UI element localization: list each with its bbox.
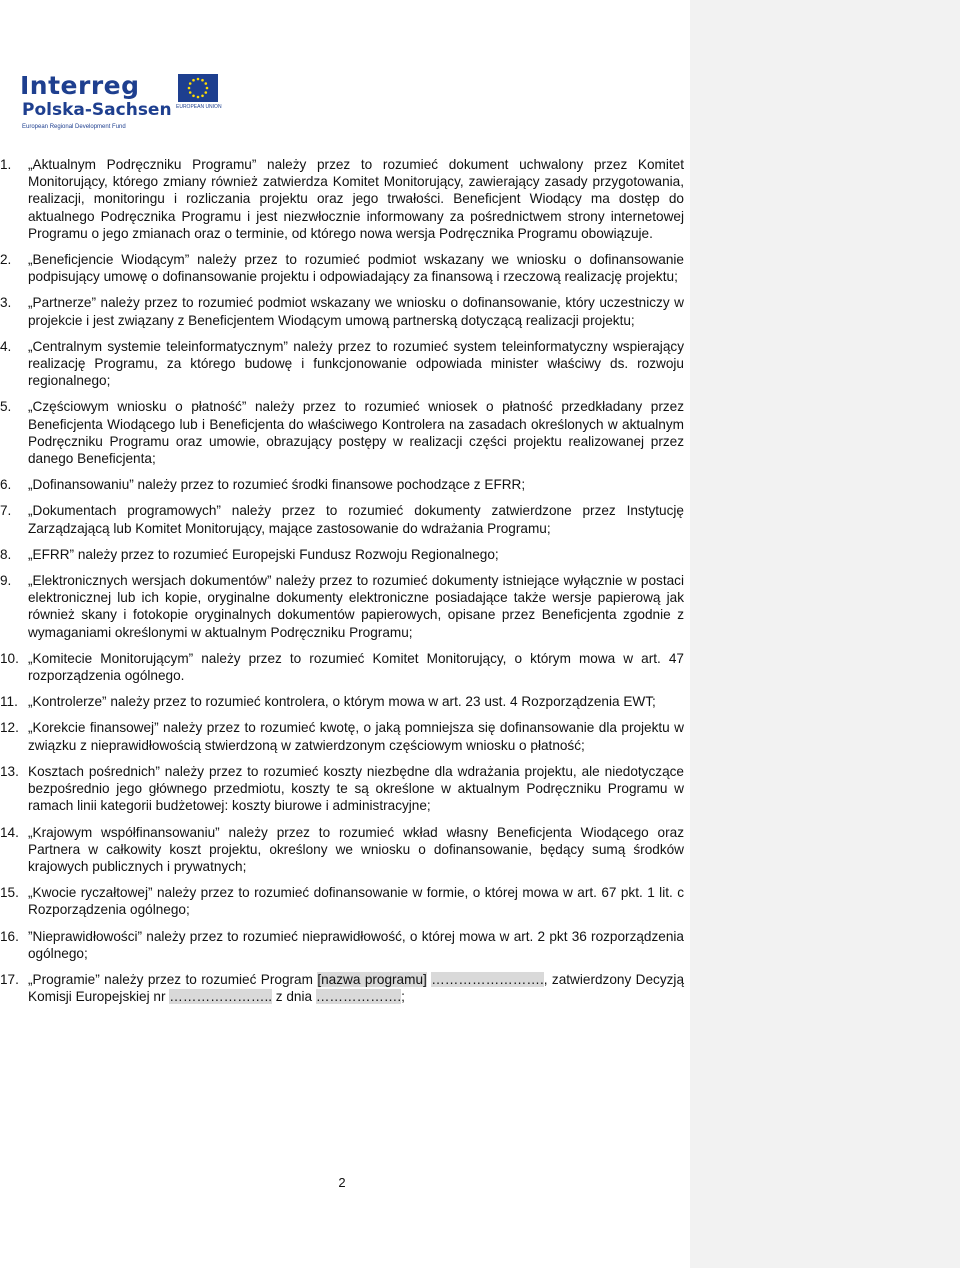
item-text: „Partnerze” należy przez to rozumieć podmiot wskazany we wniosku o dofinansowanie, który uczestniczy w projekcie i jest związany z Beneficjentem Wiodącym umową partnerską dotyczącą realizacji projektu; bbox=[28, 295, 684, 328]
interreg-logo bbox=[20, 72, 220, 138]
item-text-i: ; bbox=[401, 989, 405, 1005]
definition-item bbox=[0, 928, 684, 962]
item-number: 16. bbox=[0, 928, 19, 944]
item-text: „Krajowym współfinansowaniu” należy przez to rozumieć wkład własny Beneficjenta Wiodącego oraz Partnera w całkowity koszt projektu, określony we wniosku o dofinansowanie, będący sumą środków krajowych publicznych i prywatnych; bbox=[28, 824, 684, 874]
item-text: ”Nieprawidłowości” należy przez to rozumieć nieprawidłowość, o której mowa w art. 2 pkt 36 rozporządzenia ogólnego; bbox=[28, 928, 684, 961]
item-text: „Dofinansowaniu” należy przez to rozumieć środki finansowe pochodzące z EFRR; bbox=[28, 477, 526, 493]
decision-date-placeholder: ………………. bbox=[315, 989, 402, 1005]
item-number: 15. bbox=[0, 885, 19, 901]
item-text: „Dokumentach programowych” należy przez to rozumieć dokumenty zatwierdzone przez Instytucję Zarządzającą lub Komitet Monitorujący, mające zastosowanie do wdrażania Programu; bbox=[28, 503, 684, 536]
item-number: 9. bbox=[0, 573, 12, 589]
definition-item bbox=[0, 502, 684, 536]
item-text: „Centralnym systemie teleinformatycznym” należy przez to rozumieć system teleinformatyczny wspierający realizację Programu, za którego budowę i funkcjonowanie odpowiada minister właściwy ds. rozwoju regionalnego; bbox=[28, 338, 684, 389]
item-text-a: „Programie” należy przez to rozumieć Program bbox=[28, 971, 318, 987]
item-text-g: z dnia bbox=[272, 989, 316, 1005]
item-text: „Częściowym wniosku o płatność” należy przez to rozumieć wniosek o płatność przedkładany przez Beneficjenta Wiodącego lub i Beneficjenta do właściwego Kontrolera na zasadach określonych w aktualnym Podręczniku Programu oraz umowie, obrazujący postępy w realizacji części projektu realizowanej przez danego Beneficjenta; bbox=[28, 399, 684, 467]
item-number: 5. bbox=[0, 399, 12, 415]
definition-item bbox=[0, 824, 684, 876]
item-number: 4. bbox=[0, 338, 12, 354]
definition-item bbox=[0, 546, 684, 563]
logo-wordmark: Interreg bbox=[20, 71, 140, 100]
comment-margin-pane bbox=[690, 0, 960, 1268]
logo-programme-name: Polska-Sachsen bbox=[22, 100, 172, 120]
definitions-section bbox=[0, 156, 684, 1014]
item-number: 11. bbox=[0, 694, 18, 710]
logo-fund-caption: European Regional Development Fund bbox=[22, 124, 126, 130]
definition-item-programme bbox=[0, 971, 684, 1005]
item-number: 2. bbox=[0, 252, 12, 268]
definition-item bbox=[0, 156, 684, 242]
item-number: 17. bbox=[0, 971, 19, 987]
item-number: 13. bbox=[0, 763, 19, 779]
definition-item bbox=[0, 572, 684, 641]
item-number: 12. bbox=[0, 720, 19, 736]
definition-item bbox=[0, 338, 684, 390]
item-number: 14. bbox=[0, 824, 19, 840]
item-text: „Beneficjencie Wiodącym” należy przez to rozumieć podmiot wskazany we wniosku o dofinansowanie podpisujący umowę o dofinansowanie projektu i odpowiadający za finansową i rzeczową realizację projektu; bbox=[28, 252, 684, 285]
definition-item bbox=[0, 719, 684, 753]
programme-dots-placeholder: ……………………. bbox=[431, 971, 544, 987]
decision-number-placeholder: ………………….. bbox=[169, 989, 272, 1005]
item-number: 8. bbox=[0, 546, 12, 562]
item-text: „Kontrolerze” należy przez to rozumieć kontrolera, o którym mowa w art. 23 ust. 4 Rozporządzenia EWT; bbox=[28, 694, 656, 710]
item-text: „Korekcie finansowej” należy przez to rozumieć kwotę, o jaką pomniejsza się dofinansowanie dla projektu w związku z nieprawidłowością stwierdzoną w zatwierdzonym częściowym wniosku o płatność; bbox=[28, 720, 684, 753]
eu-flag-icon bbox=[178, 74, 218, 102]
page-number: 2 bbox=[338, 1175, 346, 1190]
definitions-list bbox=[0, 156, 684, 1005]
definition-item bbox=[0, 476, 684, 493]
definition-item bbox=[0, 884, 684, 918]
item-number: 1. bbox=[0, 157, 12, 172]
item-text: „EFRR” należy przez to rozumieć Europejski Fundusz Rozwoju Regionalnego; bbox=[28, 546, 499, 562]
definition-item bbox=[0, 763, 684, 815]
programme-name-placeholder: [nazwa programu] bbox=[317, 971, 427, 987]
item-text: „Aktualnym Podręczniku Programu” należy przez to rozumieć dokument uchwalony przez Komitet Monitorujący, którego zmiany również zatwierdza Komitet Monitorujący, zawierający zasady przygotowania, realizacji, monitoringu i rozliczania projektu oraz jego trwałości. Beneficjent Wiodący ma dostęp do aktualnego Podręcznika Programu i jest niezwłocznie informowany za pośrednictwem strony internetowej Programu o jego zmianach oraz o terminie, od którego nowa wersja Podręcznika Programu obowiązuje. bbox=[28, 157, 684, 241]
item-text: „Kwocie ryczałtowej” należy przez to rozumieć dofinansowanie w formie, o której mowa w art. 67 pkt. 1 lit. c Rozporządzenia ogólnego; bbox=[28, 885, 684, 918]
definition-item bbox=[0, 693, 684, 710]
eu-label: EUROPEAN UNION bbox=[176, 104, 222, 110]
item-number: 6. bbox=[0, 477, 12, 493]
item-number: 3. bbox=[0, 295, 12, 311]
item-number: 10. bbox=[0, 650, 19, 666]
item-text-e: , zatwierdzony Decyzją Komisji Europejskiej nr bbox=[28, 971, 685, 1005]
definition-item bbox=[0, 294, 684, 328]
item-text: Kosztach pośrednich” należy przez to rozumieć koszty niezbędne dla wdrażania projektu, ale niedotyczące bezpośrednio jego głównego przedmiotu, koszty te są określone w aktualnym Podręczniku Programu w ramach linii kategorii budżetowej: koszty biurowe i administracyjne; bbox=[28, 763, 684, 814]
item-text: „Komitecie Monitorującym” należy przez to rozumieć Komitet Monitorujący, o którym mowa w art. 47 rozporządzenia ogólnego. bbox=[28, 650, 684, 684]
definition-item bbox=[0, 398, 684, 467]
definition-item bbox=[0, 251, 684, 285]
item-number: 7. bbox=[0, 503, 12, 519]
item-text: „Elektronicznych wersjach dokumentów” należy przez to rozumieć dokumenty istniejące wyłącznie w postaci elektronicznej lub ich kopie, oryginalne dokumenty elektroniczne posiadające także wersje papierową jak również skany i fotokopie oryginalnych dokumentów papierowych, opisane przez Beneficjenta zgodnie z wymaganiami określonymi w aktualnym Podręczniku Programu; bbox=[28, 573, 684, 640]
definition-item bbox=[0, 650, 684, 684]
